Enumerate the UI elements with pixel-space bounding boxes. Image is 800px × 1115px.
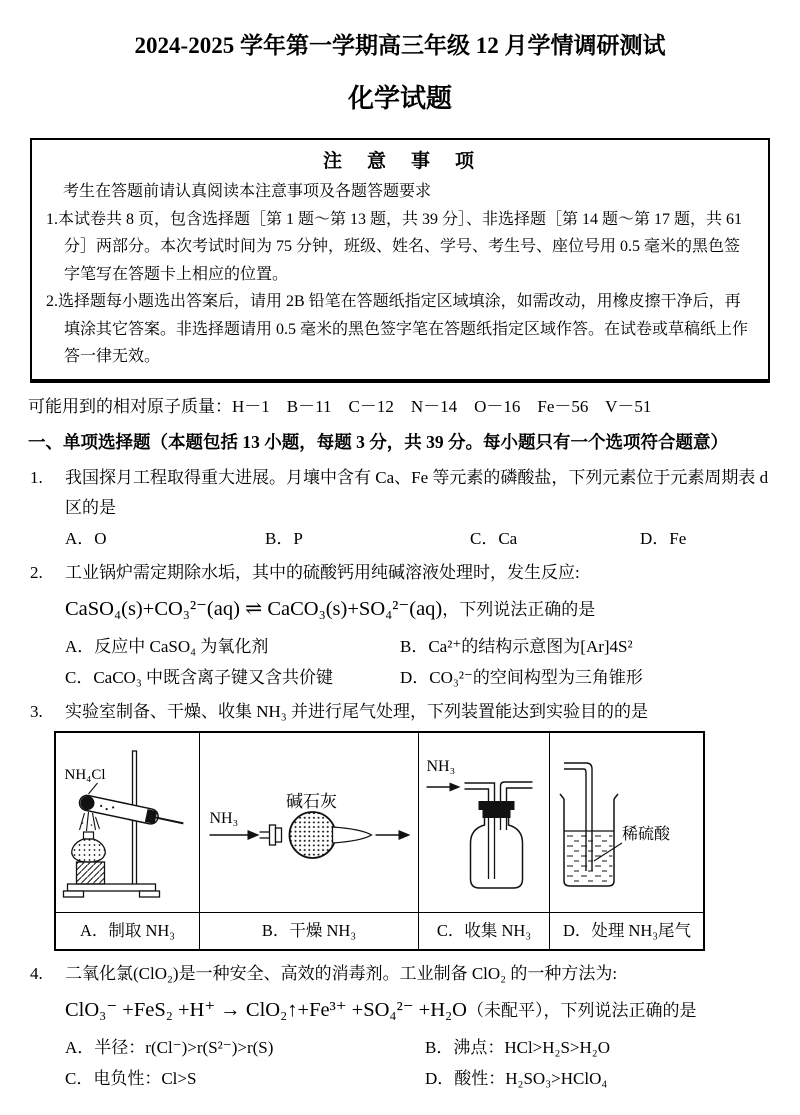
q4-option-b: B．沸点：HCl>H₂S>H₂O xyxy=(425,1037,610,1057)
q1-number: 1. xyxy=(30,467,43,487)
stopper xyxy=(479,801,515,818)
q4-number: 4. xyxy=(30,963,43,983)
apparatus-label-d: D．处理 NH₃尾气 xyxy=(562,920,692,940)
exam-subject-title: 化学试题 xyxy=(347,84,452,113)
q2-equation: CaSO₄(s)+CO₃²⁻(aq) ⇌ CaCO₃(s)+SO₄²⁻(aq) xyxy=(65,597,443,620)
gas-in-label: NH₃ xyxy=(209,809,239,827)
q4-equation-line xyxy=(65,989,770,1032)
q4-option-d: D．酸性：H₂SO₃>HClO₄ xyxy=(425,1068,608,1088)
apparatus-table xyxy=(54,731,705,951)
outlet-tube xyxy=(501,782,533,801)
alcohol-lamp xyxy=(72,832,105,884)
notice-intro: 考生在答题前请认真阅读本注意事项及各题答题要求 xyxy=(63,183,432,200)
apparatus-label-a: A．制取 NH₃ xyxy=(56,913,200,949)
soda-lime-label: 碱石灰 xyxy=(286,791,337,811)
notice-box xyxy=(30,138,770,383)
q3-text: 实验室制备、干燥、收集 NH₃ 并进行尾气处理，下列装置能达到实验目的的是 xyxy=(65,701,648,721)
exam-title: 2024-2025 学年第一学期高三年级 12 月学情调研测试 xyxy=(134,33,666,58)
atomic-mass-line: 可能用到的相对原子质量：H－1 B－11 C－12 N－14 O－16 Fe－56 V－51 xyxy=(28,396,652,416)
q4-equation: ClO₃⁻ +FeS₂ +H⁺ → ClO₂↑+Fe³⁺ +SO₄²⁻ +H₂O xyxy=(65,998,467,1021)
inlet-tube xyxy=(465,783,495,801)
notice-item-2: 2.选择题每小题选出答案后，请用 2B 铅笔在答题纸指定区域填涂，如需改动，用橡皮擦干净后，再填涂其它答案。非选择题请用 0.5 毫米的黑色签字笔在答题纸指定区域作答。在试卷或草稿纸上作答一律无效。 xyxy=(46,293,749,365)
gas-bottle xyxy=(471,818,523,888)
apparatus-label-c: C．收集 NH₃ xyxy=(419,913,550,949)
apparatus-cell-a xyxy=(56,733,200,913)
liquid xyxy=(566,831,613,883)
q4-option-c: C．电负性：Cl>S xyxy=(65,1068,197,1088)
q1-option-b: B．P xyxy=(265,528,303,548)
question-1 xyxy=(30,463,770,554)
q1-options xyxy=(65,523,770,554)
flame xyxy=(80,812,100,831)
apparatus-cell-c xyxy=(419,733,550,913)
q2-options xyxy=(65,631,770,693)
notice-item-1: 1.本试卷共 8 页，包含选择题［第 1 题～第 13 题，共 39 分］、非选择题［第 14 题～第 17 题，共 61 分］两部分。本次考试时间为 75 分钟，班级、姓名、学号、考生号、座位号用 0.5 毫米的黑色签字笔写在答题卡上相应的位置。 xyxy=(46,210,743,283)
q2-option-d: D．CO₃²⁻的空间构型为三角锥形 xyxy=(400,667,643,687)
nh4cl-pointer-line xyxy=(89,783,98,794)
q2-option-a: A．反应中 CaSO₄ 为氧化剂 xyxy=(65,636,269,656)
inlet-arrow xyxy=(210,830,260,840)
q4-text: 二氧化氯(ClO₂)是一种安全、高效的消毒剂。工业制备 ClO₂ 的一种方法为: xyxy=(65,963,618,983)
q2-option-c: C．CaCO₃ 中既含离子键又含共价键 xyxy=(65,667,334,687)
inner-short-tube xyxy=(501,818,507,830)
inlet-connector xyxy=(260,825,282,845)
inlet-arrow xyxy=(427,782,461,791)
question-3 xyxy=(30,697,770,951)
notice-heading: 注 意 事 项 xyxy=(322,151,477,172)
section-1-header: 一、单项选择题（本题包括 13 小题，每题 3 分，共 39 分。每小题只有一个选项符合题意） xyxy=(28,431,728,452)
apparatus-b-diagram xyxy=(200,733,418,911)
apparatus-c-diagram xyxy=(419,733,549,911)
question-4 xyxy=(30,959,770,1094)
apparatus-cell-b xyxy=(200,733,419,913)
q1-text: 我国探月工程取得重大进展。月壤中含有 Ca、Fe 等元素的磷酸盐，下列元素位于元素周期表 d 区的是 xyxy=(65,467,769,517)
q2-equation-tail: ，下列说法正确的是 xyxy=(442,599,596,619)
q1-option-a: A．O xyxy=(65,528,107,548)
q2-text: 工业锅炉需定期除水垢，其中的硫酸钙用纯碱溶液处理时，发生反应: xyxy=(65,562,580,582)
q2-number: 2. xyxy=(30,562,43,582)
outlet-cone xyxy=(333,827,372,843)
nh4cl-label: NH₄Cl xyxy=(64,766,106,783)
q1-option-d: D．Fe xyxy=(640,528,687,548)
inner-long-tube xyxy=(489,818,495,879)
apparatus-a-diagram xyxy=(56,733,199,911)
apparatus-d-diagram xyxy=(550,733,704,911)
q2-equation-line xyxy=(65,588,770,631)
dilute-acid-label: 稀硫酸 xyxy=(622,825,671,843)
gas-in-label: NH₃ xyxy=(426,757,456,775)
q4-options xyxy=(65,1032,770,1094)
q3-number: 3. xyxy=(30,701,43,721)
apparatus-label-b: B．干燥 NH₃ xyxy=(200,913,419,949)
q4-equation-tail: （未配平），下列说法正确的是 xyxy=(466,1000,697,1020)
apparatus-cell-d xyxy=(550,733,704,913)
q1-option-c: C．Ca xyxy=(470,528,518,548)
question-2 xyxy=(30,558,770,693)
q2-option-b: B．Ca²⁺的结构示意图为[Ar]4S² xyxy=(400,636,633,656)
q4-option-a: A．半径：r(Cl⁻)>r(S²⁻)>r(S) xyxy=(65,1037,274,1057)
outlet-arrow xyxy=(376,830,411,840)
drying-bulb xyxy=(290,812,336,858)
